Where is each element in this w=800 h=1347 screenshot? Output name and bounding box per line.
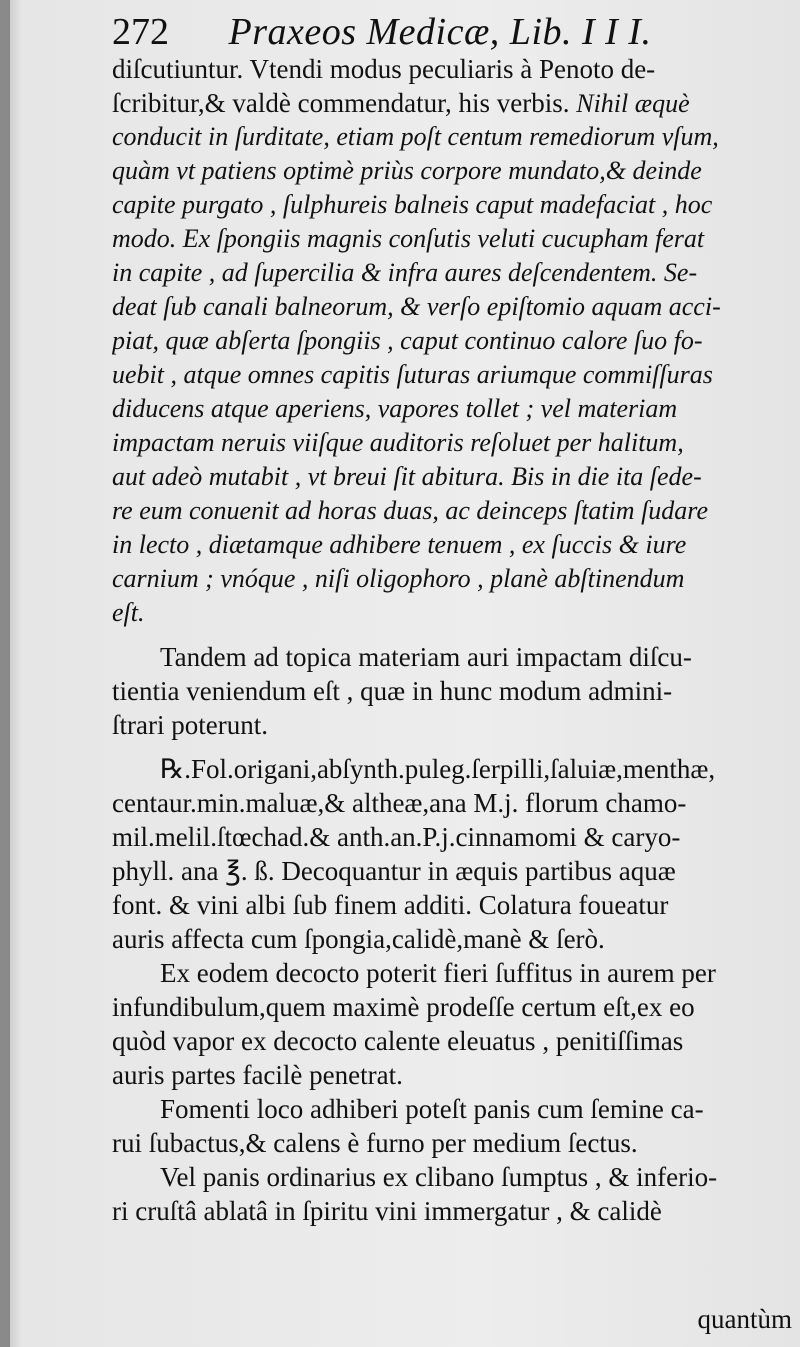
recipe-line: phyll. ana ℥. ß. Decoquantur in æquis partibus aquæ [112, 856, 676, 886]
quote-line: uebit , atque omnes capitis ſuturas ariumque commiſſuras [112, 360, 713, 389]
recipe-line: font. & vini albi ſub finem additi. Colatura foueatur [112, 890, 669, 920]
quote-line: deat ſub canali balneorum, & verſo epiſtomio aquam acci- [112, 292, 721, 321]
recipe-line: auris affecta cum ſpongia,calidè,manè & ſerò. [112, 924, 605, 954]
text-line: ri cruſtâ ablatâ in ſpiritu vini immergatur , & calidè [112, 1196, 662, 1226]
page-gutter [0, 0, 10, 1347]
text-line: infundibulum,quem maximè prodeſſe certum eſt,ex eo [112, 992, 695, 1022]
text-line: auris partes facilè penetrat. [112, 1060, 403, 1090]
quote-line: carnium ; vnóque , niſi oligophoro , planè abſtinendum [112, 564, 685, 593]
text-line-italic: Nihil æquè [576, 89, 690, 118]
quote-line: capite purgato , ſulphureis balneis caput madefaciat , hoc [112, 190, 713, 219]
catchword: quantùm [697, 1304, 792, 1334]
recipe-line: mil.melil.ſtœchad.& anth.an.P.j.cinnamomi & caryo- [112, 822, 681, 852]
text-line: rui ſubactus,& calens è furno per medium ſectus. [112, 1128, 638, 1158]
quote-line: aut adeò mutabit , vt breui ſit abitura. Bis in die ita ſede- [112, 462, 702, 491]
text-line: diſcutiuntur. Vtendi modus peculiaris à Penoto de- [112, 54, 656, 84]
text-line: Vel panis ordinarius ex clibano ſumptus , & inferio- [160, 1162, 718, 1192]
quote-line: in capite , ad ſupercilia & infra aures deſcendentem. Se- [112, 258, 698, 287]
text-line: Tandem ad topica materiam auri impactam diſcu- [160, 642, 692, 672]
quote-line: re eum conuenit ad horas duas, ac deinceps ſtatim ſudare [112, 496, 708, 525]
quote-line: impactam neruis viiſque auditoris reſoluet per halitum, [112, 428, 684, 457]
page-body [112, 52, 792, 1228]
text-line: ſtrari poterunt. [112, 710, 268, 740]
text-line [112, 86, 792, 120]
quote-line: piat, quæ abſerta ſpongiis , caput continuo calore ſuo fo- [112, 326, 703, 355]
text-line: Ex eodem decocto poterit fieri ſuffitus in aurem per [160, 958, 716, 988]
quote-line: in lecto , diætamque adhibere tenuem , ex ſuccis & iure [112, 530, 687, 559]
quote-line: eſt. [112, 598, 145, 627]
text-line-roman: ſcribitur,& valdè commendatur, his verbis. [112, 88, 570, 118]
quote-line: conducit in ſurditate, etiam poſt centum remediorum vſum, [112, 122, 719, 151]
recipe-line: ℞.Fol.origani,abſynth.puleg.ſerpilli,ſaluiæ,menthæ, [160, 754, 716, 784]
recipe-line: centaur.min.maluæ,& altheæ,ana M.j. florum chamo- [112, 788, 687, 818]
quote-line: diducens atque aperiens, vapores tollet ; vel materiam [112, 394, 678, 423]
text-line: quòd vapor ex decocto calente eleuatus , penitiſſimas [112, 1026, 684, 1056]
text-line: tientia veniendum eſt , quæ in hunc modum admini- [112, 676, 673, 706]
page-number: 272 [112, 11, 169, 53]
quote-line: quàm vt patiens optimè priùs corpore mundato,& deinde [112, 156, 702, 185]
page-header [112, 10, 651, 54]
quote-line: modo. Ex ſpongiis magnis conſutis veluti cucupham ferat [112, 224, 705, 253]
text-line: Fomenti loco adhiberi poteſt panis cum ſemine ca- [160, 1094, 704, 1124]
running-title: Praxeos Medicæ, Lib. I I I. [228, 11, 652, 53]
